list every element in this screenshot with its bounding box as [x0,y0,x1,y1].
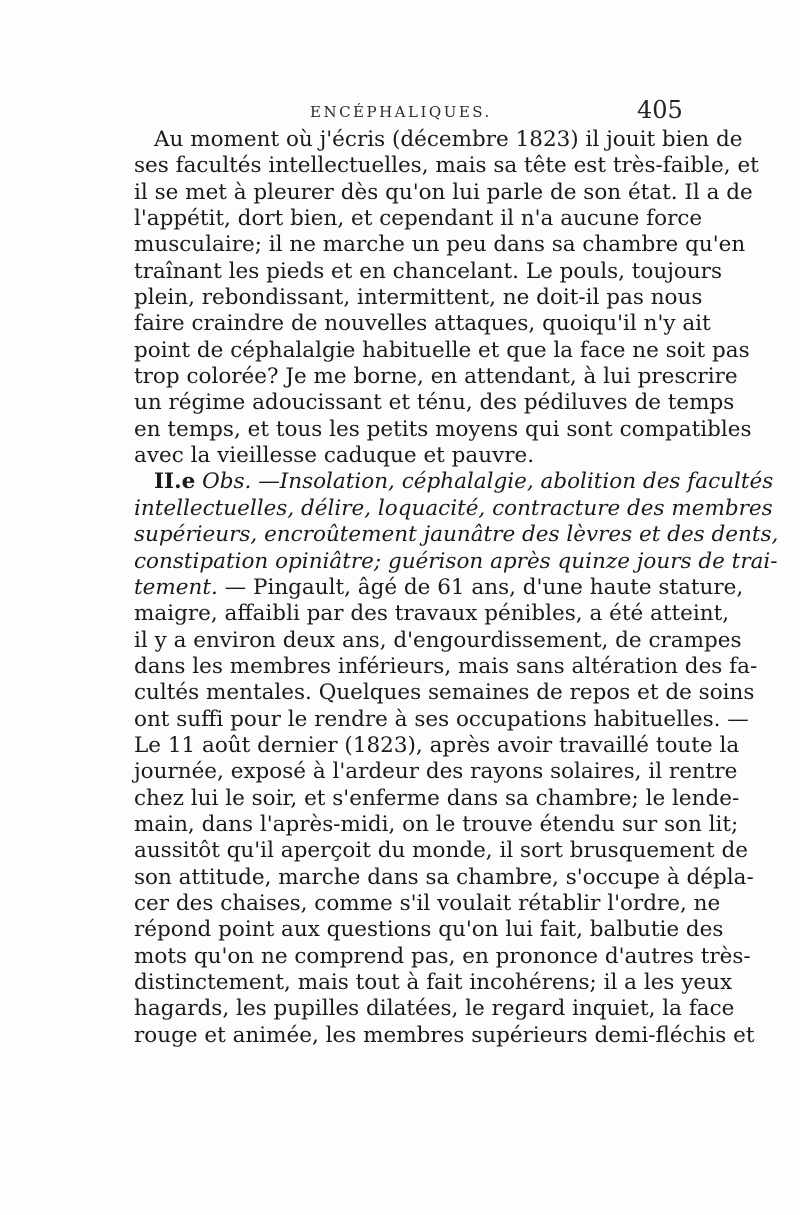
observation-title-line: supérieurs, encroûtement jaunâtre des lèvres et des dents, [134,522,779,548]
text-line: Le 11 août dernier (1823), après avoir travaillé toute la [134,732,740,758]
text-line: aussitôt qu'il aperçoit du monde, il sort brusquement de [134,838,748,864]
text-line: point de céphalalgie habituelle et que la face ne soit pas [134,337,750,363]
text-line: dans les membres inférieurs, mais sans altération des fa- [134,653,758,679]
observation-number: II.e [154,469,196,495]
text-line: en temps, et tous les petits moyens qui sont compatibles [134,416,752,442]
text-line: Au moment où j'écris (décembre 1823) il jouit bien de [154,127,743,152]
text-line: trop colorée? Je me borne, en attendant, à lui prescrire [134,364,738,390]
text-line: ont suffi pour le rendre à ses occupations habituelles. — [134,706,749,732]
text-line: cer des chaises, comme s'il voulait rétablir l'ordre, ne [134,890,721,916]
observation-title: Insolation, céphalalgie, abolition des facultés [279,469,774,495]
text-line: musculaire; il ne marche un peu dans sa chambre qu'en [134,232,746,258]
text-line: maigre, affaibli par des travaux pénibles, a été atteint, [134,601,730,627]
text-line: journée, exposé à l'ardeur des rayons solaires, il rentre [134,759,738,785]
text-line: l'appétit, dort bien, et cependant il n'a aucune force [134,206,703,232]
observation-title-end [134,574,744,601]
observation-title-tail: tement. [134,574,218,600]
text-line: avec la vieillesse caduque et pauvre. [134,443,535,469]
text-line: un régime adoucissant et ténu, des pédiluves de temps [134,390,735,416]
text-line: rouge et animée, les membres supérieurs demi-fléchis et [134,1022,755,1048]
text-line: ses facultés intellectuelles, mais sa tête est très-faible, et [134,153,759,179]
text-line: répond point aux questions qu'on lui fait, balbutie des [134,917,724,943]
text-line: hagards, les pupilles dilatées, le regard inquiet, la face [134,996,735,1022]
page-number: 405 [637,96,683,124]
text-line: mots qu'on ne comprend pas, en prononce d'autres très- [134,943,751,969]
observation-heading [134,469,774,495]
text-line: chez lui le soir, et s'enferme dans sa chambre; le lende- [134,785,740,811]
observation-dash: — [258,469,280,495]
text-line: cultés mentales. Quelques semaines de repos et de soins [134,680,755,706]
text-line: distinctement, mais tout à fait incohérens; il a les yeux [134,970,733,995]
running-title: ENCÉPHALIQUES. [310,103,492,121]
text-line: faire craindre de nouvelles attaques, quoiqu'il n'y ait [134,311,711,337]
body-text [134,127,779,1049]
text-line: son attitude, marche dans sa chambre, s'occupe à dépla- [134,864,754,890]
text-line: traînant les pieds et en chancelant. Le pouls, toujours [134,258,722,284]
text-line: il se met à pleurer dès qu'on lui parle de son état. Il a de [134,179,753,205]
text-line: main, dans l'après-midi, on le trouve étendu sur son lit; [134,811,739,837]
observation-label: Obs. [202,469,252,495]
observation-title-line: intellectuelles, délire, loquacité, contracture des membres [134,495,773,521]
text-line: plein, rebondissant, intermittent, ne doit-il pas nous [134,285,703,311]
text-line: il y a environ deux ans, d'engourdissement, de crampes [134,627,742,653]
observation-title-line: constipation opiniâtre; guérison après quinze jours de trai- [134,548,778,574]
observation-text-start: — Pingault, âgé de 61 ans, d'une haute stature, [224,574,744,600]
